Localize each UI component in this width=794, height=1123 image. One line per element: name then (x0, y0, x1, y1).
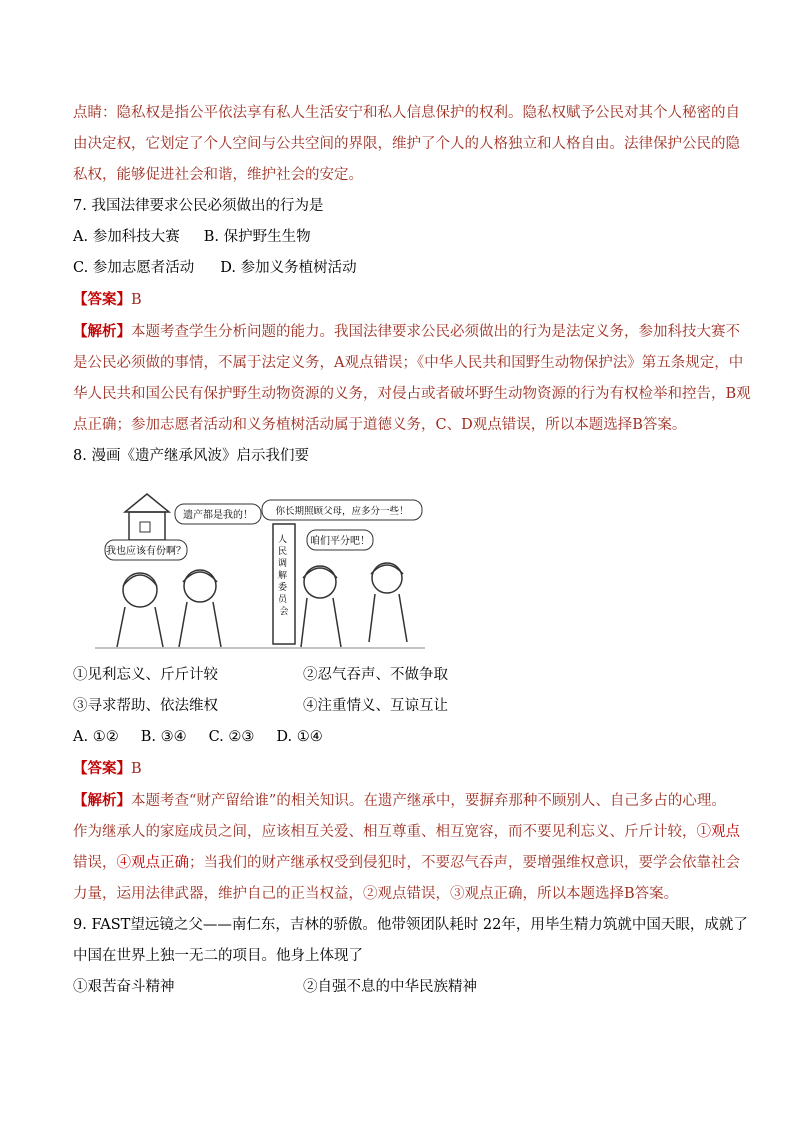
q7-option-d: D. 参加义务植树活动 (220, 260, 357, 276)
q8-option-a: A. ①② (73, 729, 119, 745)
q9-stem-line-2: 中国在世界上独一无二的项目。他身上体现了 (73, 948, 363, 964)
answer-value: B (131, 292, 142, 308)
comic-sign: 人 民 调 解 委 员 会 (278, 535, 289, 617)
q8-stem: 8. 漫画《遗产继承风波》启示我们要 (73, 448, 309, 464)
q8-option-d: D. ①④ (276, 729, 323, 745)
q7-answer (73, 284, 723, 316)
q9-statements-row-1 (73, 972, 723, 1003)
q8-statement-4: ④注重情义、互谅互让 (303, 698, 448, 714)
analysis-text: 作为继承人的家庭成员之间，应该相互关爱、相互尊重、相互宽容，而不要见利忘义、斤斤计较， (73, 824, 697, 840)
dianjing-line-3: 私权，能够促进社会和谐，维护社会的安定。 (73, 167, 363, 183)
q9-statement-1: ①艰苦奋斗精神 (73, 979, 175, 995)
answer-label: 【答案】 (73, 291, 131, 308)
q7-option-a: A. 参加科技大赛 (73, 229, 180, 245)
q8-analysis-line-4: 力量，运用法律武器，维护自己的正当权益，②观点错误，③观点正确，所以本题选择B答案。 (73, 886, 679, 902)
document-page (73, 98, 751, 1003)
q7-stem: 7. 我国法律要求公民必须做出的行为是 (73, 198, 324, 214)
q8-statement-3: ③寻求帮助、依法维权 (73, 698, 218, 714)
analysis-label: 【解析】 (73, 323, 131, 340)
comic-image (95, 482, 425, 650)
analysis-highlight: ①观点 (696, 824, 740, 840)
q7-analysis-line-2: 是公民必须做的事情，不属于法定义务，A观点错误；《中华人民共和国野生动物保护法》第五条规定，中 (73, 355, 744, 371)
q7-options-row-1 (73, 222, 723, 253)
q8-statements-row-2 (73, 691, 723, 722)
dianjing-line-1: 点睛：隐私权是指公平依法享有私人生活安宁和私人信息保护的权利。隐私权赋予公民对其个人秘密的自 (73, 105, 740, 121)
answer-value: B (131, 761, 142, 777)
answer-label: 【答案】 (73, 760, 131, 777)
analysis-label: 【解析】 (73, 792, 131, 809)
q8-options (73, 722, 723, 753)
analysis-text: 本题考查“财产留给谁”的相关知识。在遗产继承中，要摒弃那种不顾别人、自己多占的心理。 (131, 793, 726, 809)
comic-bubble-3: 你长期照顾父母，应多分一些！ (275, 506, 409, 517)
dianjing-line-2: 由决定权，它划定了个人空间与公共空间的界限，维护了个人的人格独立和人格自由。法律保护公民的隐 (73, 136, 740, 152)
q7-option-c: C. 参加志愿者活动 (73, 260, 195, 276)
q7-analysis-line-3: 华人民共和国公民有保护野生动物资源的义务，对侵占或者破坏野生动物资源的行为有权检举和控告，B观 (73, 386, 751, 402)
comic-bubble-1: 遗产都是我的！ (183, 510, 253, 521)
q9-stem-line-1: 9. FAST望远镜之父——南仁东，吉林的骄傲。他带领团队耗时 22年，用毕生精力筑就中国天眼，成就了 (73, 917, 748, 933)
q8-statement-1: ①见利忘义、斤斤计较 (73, 667, 218, 683)
q8-analysis-line-2 (73, 817, 740, 848)
q7-option-b: B. 保护野生生物 (203, 229, 311, 245)
q8-statements-row-1 (73, 660, 723, 691)
q9-statement-2: ②自强不息的中华民族精神 (303, 979, 477, 995)
q7-analysis-line-1 (73, 316, 740, 348)
analysis-text: 错误， (73, 855, 117, 871)
q8-statement-2: ②忍气吞声、不做争取 (303, 667, 448, 683)
q8-analysis-line-3 (73, 848, 740, 879)
q8-option-c: C. ②③ (208, 729, 255, 745)
analysis-text: ；当我们的财产继承权受到侵犯时，不要忍气吞声，要增强维权意识，要学会依靠社会 (189, 855, 740, 871)
q8-analysis-line-1 (73, 785, 726, 817)
comic-drawing (95, 482, 425, 650)
q7-analysis-line-4: 点正确；参加志愿者活动和义务植树活动属于道德义务，C、D观点错误，所以本题选择B答案。 (73, 417, 687, 433)
q8-option-b: B. ③④ (140, 729, 187, 745)
comic-bubble-4: 咱们平分吧！ (310, 536, 370, 547)
analysis-text: 本题考查学生分析问题的能力。我国法律要求公民必须做出的行为是法定义务，参加科技大赛不 (131, 324, 740, 340)
q8-answer (73, 753, 723, 785)
comic-bubble-2: 我也应该有份啊？ (106, 546, 186, 557)
q7-options-row-2 (73, 253, 723, 284)
analysis-highlight: ④观点正确 (116, 855, 189, 871)
